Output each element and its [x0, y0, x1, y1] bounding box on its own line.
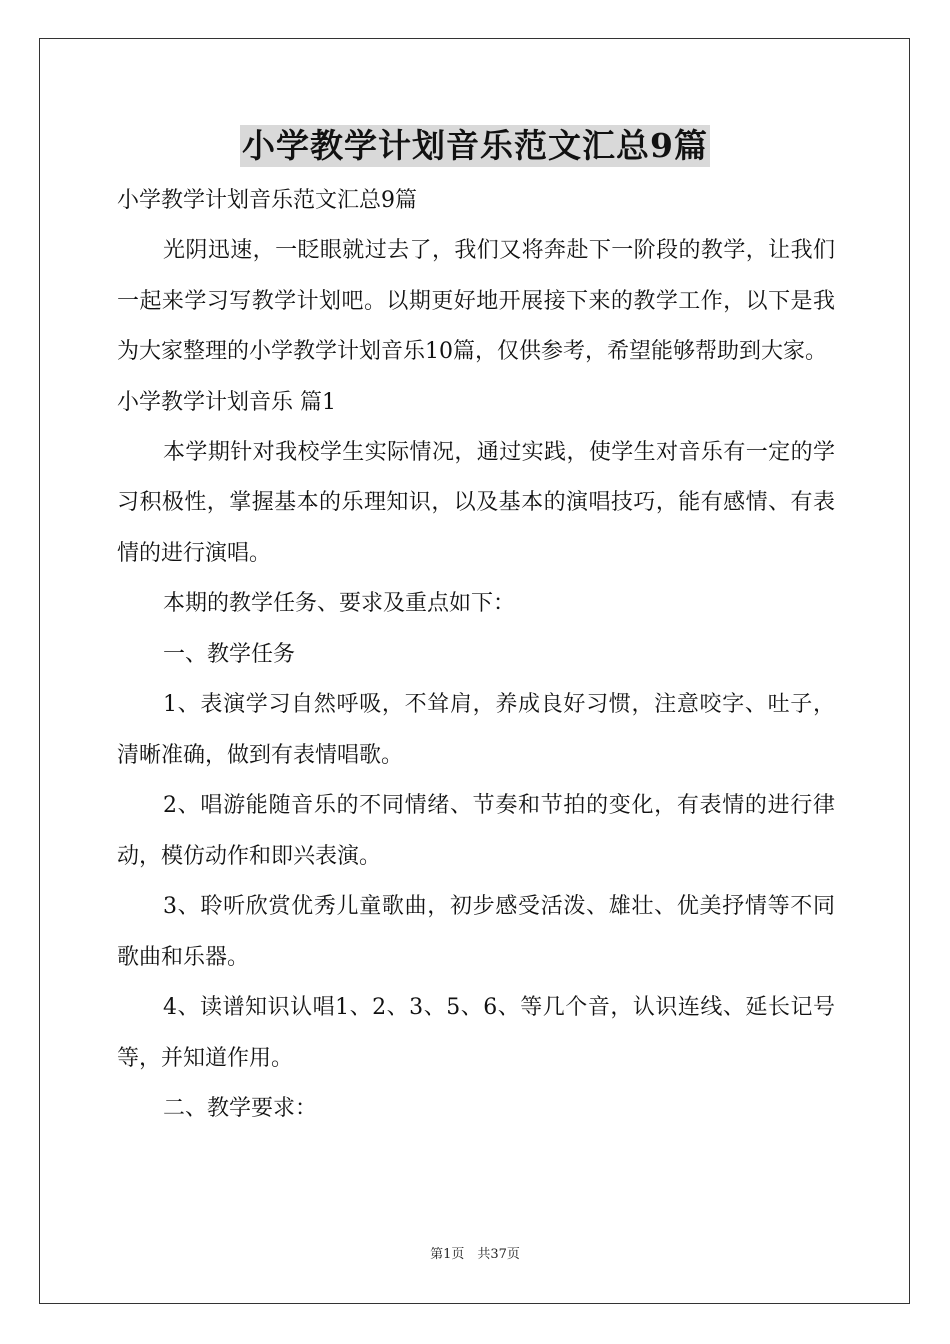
list-item: 2、唱游能随音乐的不同情绪、节奏和节拍的变化，有表情的进行律动，模仿动作和即兴表演。 [117, 793, 835, 869]
document-title: 小学教学计划音乐范文汇总9篇 [242, 126, 708, 165]
document-subtitle: 小学教学计划音乐范文汇总9篇 [117, 188, 417, 213]
document-body [117, 176, 835, 1135]
list-item: 3、聆听欣赏优秀儿童歌曲，初步感受活泼、雄壮、优美抒情等不同歌曲和乐器。 [117, 894, 835, 970]
subheading-teaching-requirements: 二、教学要求： [163, 1096, 318, 1121]
list-item: 1、表演学习自然呼吸，不耸肩，养成良好习惯，注意咬字、吐子，清晰准确，做到有表情唱歌。 [117, 692, 835, 768]
body-paragraph: 本学期针对我校学生实际情况，通过实践，使学生对音乐有一定的学习积极性，掌握基本的乐理知识，以及基本的演唱技巧，能有感情、有表情的进行演唱。 [117, 439, 835, 566]
subheading-teaching-tasks: 一、教学任务 [163, 641, 296, 667]
title-container [0, 125, 950, 167]
section-heading: 小学教学计划音乐 篇1 [117, 389, 336, 415]
page-number-footer: 第1页 共37页 [430, 1247, 520, 1262]
body-paragraph: 本期的教学任务、要求及重点如下： [163, 591, 516, 616]
intro-paragraph: 光阴迅速，一眨眼就过去了，我们又将奔赴下一阶段的教学，让我们一起来学习写教学计划吧。以期更好地开展接下来的教学工作，以下是我为大家整理的小学教学计划音乐10篇，仅供参考，希望能够帮助到大家。 [117, 238, 835, 364]
list-item: 4、读谱知识认唱1、2、3、5、6、等几个音，认识连线、延长记号等，并知道作用。 [117, 995, 835, 1071]
